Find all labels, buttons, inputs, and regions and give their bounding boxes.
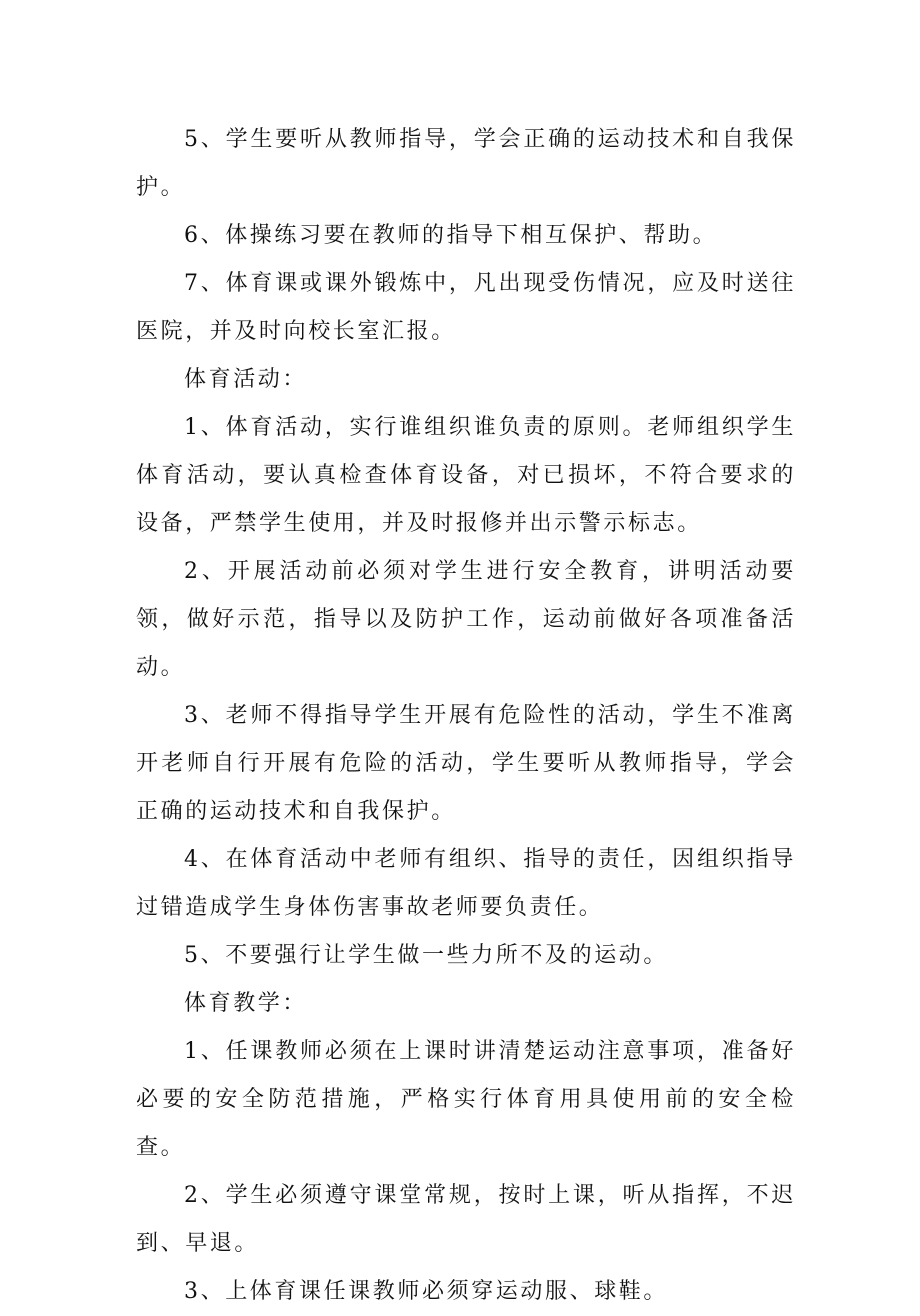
paragraph-activity-4: 4、在体育活动中老师有组织、指导的责任，因组织指导过错造成学生身体伤害事故老师要负责任。: [136, 847, 796, 920]
paragraph-activity-2: 2、开展活动前必须对学生进行安全教育，讲明活动要领，做好示范，指导以及防护工作，运动前做好各项准备活动。: [136, 559, 796, 680]
paragraph-teaching-3: 3、上体育课任课教师必须穿运动服、球鞋。: [184, 1279, 668, 1304]
paragraph-rule-6-gymnastics: 6、体操练习要在教师的指导下相互保护、帮助。: [184, 223, 718, 248]
paragraph-teaching-1: 1、任课教师必须在上课时讲清楚运动注意事项，准备好必要的安全防范措施，严格实行体育用具使用前的安全检查。: [136, 1039, 796, 1160]
section-heading-sports-activities: 体育活动：: [184, 367, 308, 392]
paragraph-activity-5: 5、不要强行让学生做一些力所不及的运动。: [184, 943, 668, 968]
paragraph-rule-5-guidance: 5、学生要听从教师指导，学会正确的运动技术和自我保护。: [136, 127, 796, 200]
paragraph-activity-3: 3、老师不得指导学生开展有危险性的活动，学生不准离开老师自行开展有危险的活动，学生要听从教师指导，学会正确的运动技术和自我保护。: [136, 703, 796, 824]
section-heading-sports-teaching: 体育教学：: [184, 991, 308, 1016]
paragraph-rule-7-injury: 7、体育课或课外锻炼中，凡出现受伤情况，应及时送往医院，并及时向校长室汇报。: [136, 271, 796, 344]
paragraph-activity-1: 1、体育活动，实行谁组织谁负责的原则。老师组织学生体育活动，要认真检查体育设备，对已损坏，不符合要求的设备，严禁学生使用，并及时报修并出示警示标志。: [136, 415, 796, 536]
paragraph-teaching-2: 2、学生必须遵守课堂常规，按时上课，听从指挥，不迟到、早退。: [136, 1183, 796, 1256]
document-body: [136, 116, 796, 1316]
